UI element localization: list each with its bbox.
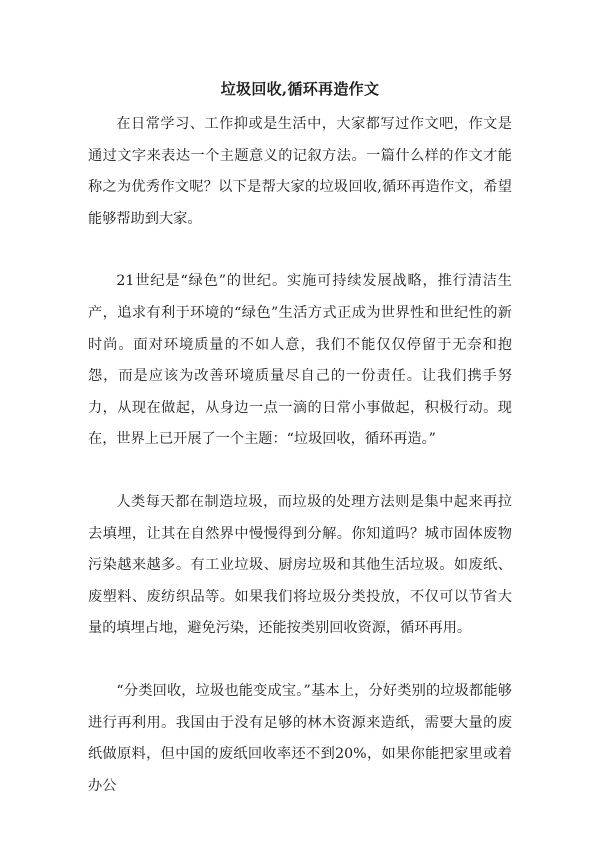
paragraph-spacer [88,456,512,487]
paragraph-intro: 在日常学习、工作抑或是生活中，大家都写过作文吧，作文是通过文字来表达一个主题意义的记叙方法。一篇什么样的作文才能称之为优秀作文呢？以下是帮大家的垃圾回收,循环再造作文，希望能够帮助到大家。 [88,116,512,227]
paragraph-sorting-recycling: “分类回收，垃圾也能变成宝。”基本上，分好类别的垃圾都能够进行再利用。我国由于没有足够的林木资源来造纸，需要大量的废纸做原料，但中国的废纸回收率还不到20%，如果你能把家里或着办公 [88,682,512,794]
paragraph-green-century: 21世纪是“绿色”的世纪。实施可持续发展战略，推行清洁生产，追求有利于环境的“绿色”生活方式正成为世界性和世纪性的新时尚。面对环境质量的不如人意，我们不能仅仅停留于无奈和抱怨，而是应该为改善环境质量尽自己的一份责任。让我们携手努力，从现在做起，从身边一点一滴的日常小事做起，积极行动。现在，世界上已开展了一个主题：“垃圾回收，循环再造。” [88,273,512,448]
paragraph-spacer [88,645,512,676]
document-title: 垃圾回收,循环再造作文 [220,80,380,98]
paragraph-garbage-disposal: 人类每天都在制造垃圾，而垃圾的处理方法则是集中起来再拉去填埋，让其在自然界中慢慢得到分解。你知道吗？城市固体废物污染越来越多。有工业垃圾、厨房垃圾和其他生活垃圾。如废纸、废塑料、废纺织品等。如果我们将垃圾分类投放，不仅可以节省大量的填埋占地，避免污染，还能按类别回收资源，循环再用。 [88,493,512,637]
paragraph-spacer [88,235,512,266]
